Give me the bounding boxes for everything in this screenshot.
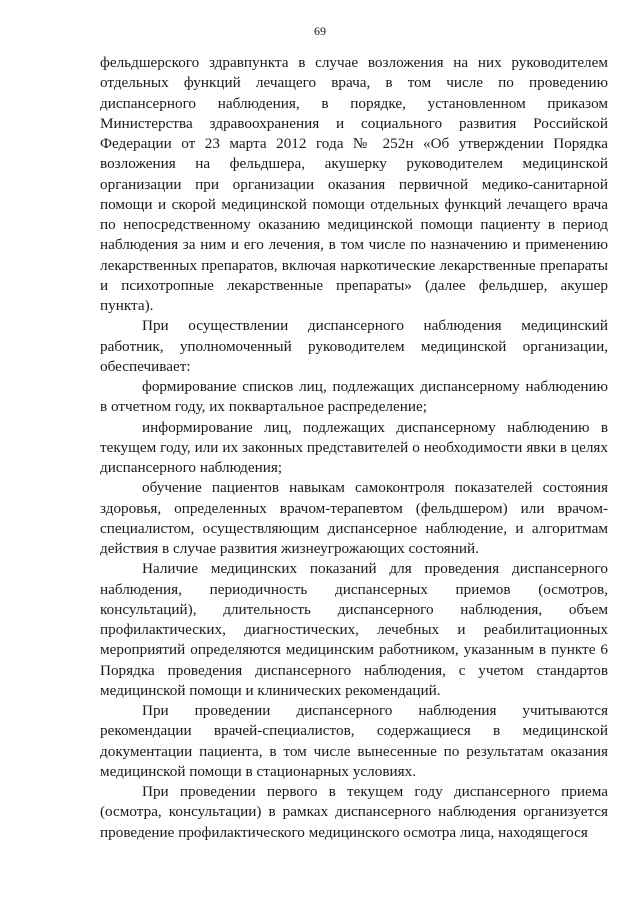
paragraph-first-visit: При проведении первого в текущем году диспансерного приема (осмотра, консультации) в рамках диспансерного наблюдения организуется проведение профилактического медицинского осмотра лица, находящегося <box>100 783 608 841</box>
paragraph-list-item-informing: информирование лиц, подлежащих диспансерному наблюдению в текущем году, или их законных представителей о необходимости явки в целях диспансерного наблюдения; <box>100 418 608 476</box>
paragraph-recommendations: При проведении диспансерного наблюдения учитываются рекомендации врачей-специалистов, содержащиеся в медицинской документации пациента, в том числе вынесенные по результатам оказания медицинской помощи в стационарных условиях. <box>100 702 608 780</box>
paragraph-list-item-lists: формирование списков лиц, подлежащих диспансерному наблюдению в отчетном году, их поквартальное распределение; <box>100 378 608 416</box>
page-number: 69 <box>314 24 326 38</box>
paragraph-indications: Наличие медицинских показаний для проведения диспансерного наблюдения, периодичность диспансерных приемов (осмотров, консультаций), длительность диспансерного наблюдения, объем профилактических, диагностических, лечебных и реабилитационных мероприятий определяются медицинским работником, указанным в пункте 6 Порядка проведения диспансерного наблюдения, с учетом стандартов медицинской помощи и клинических рекомендаций. <box>100 560 608 699</box>
paragraph-obligations-intro: При осуществлении диспансерного наблюдения медицинский работник, уполномоченный руководителем медицинской организации, обеспечивает: <box>100 317 608 375</box>
paragraph-continuation: фельдшерского здравпункта в случае возложения на них руководителем отдельных функций лечащего врача, в том числе по проведению диспансерного наблюдения, в порядке, установленном приказом Министерства здравоохранения и социального развития Российской Федерации от 23 марта 2012 года № 252н «Об утверждении Порядка возложения на фельдшера, акушерку руководителем медицинской организации при организации оказания первичной медико-санитарной помощи и скорой медицинской помощи отдельных функций лечащего врача по непосредственному оказанию медицинской помощи пациенту в период наблюдения за ним и его лечения, в том числе по назначению и применению лекарственных препаратов, включая наркотические лекарственные препараты и психотропные лекарственные препараты» (далее фельдшер, акушер пункта). <box>100 54 608 314</box>
paragraph-list-item-training: обучение пациентов навыкам самоконтроля показателей состояния здоровья, определенных врачом-терапевтом (фельдшером) или врачом-специалистом, осуществляющим диспансерное наблюдение, и алгоритмам действия в случае развития жизнеугрожающих состояний. <box>100 479 608 557</box>
document-body <box>100 53 608 843</box>
